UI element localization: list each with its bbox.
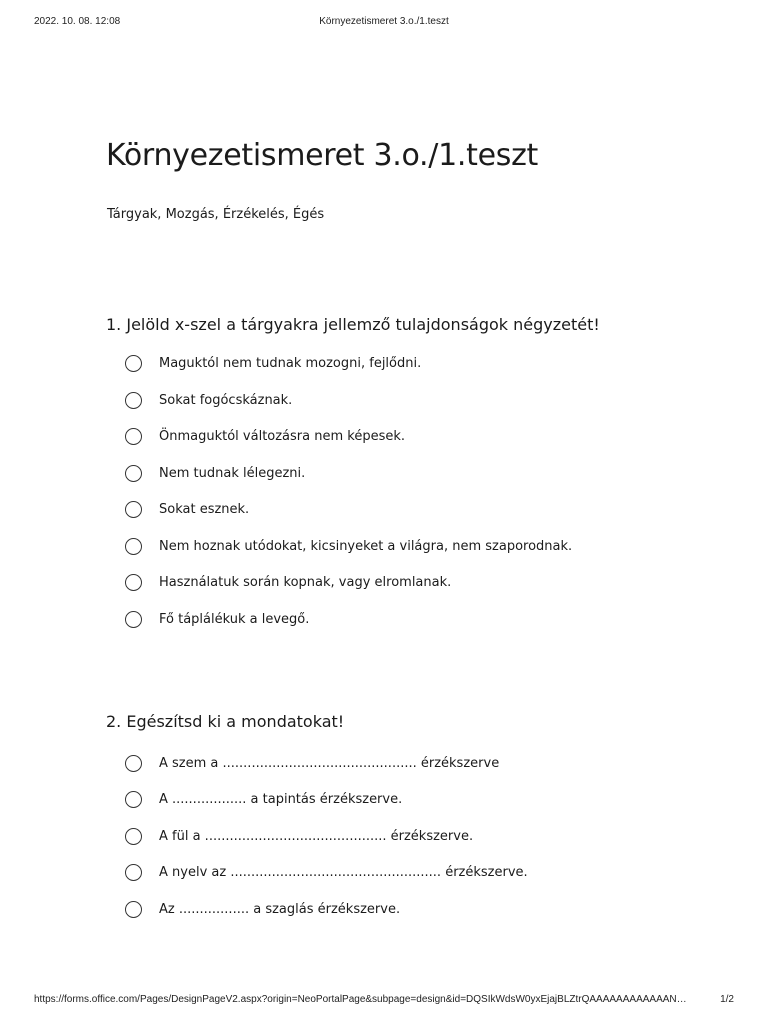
print-page-title: Környezetismeret 3.o./1.teszt <box>319 16 449 27</box>
radio-option[interactable] <box>125 353 685 377</box>
radio-button[interactable] <box>125 355 142 372</box>
print-footer <box>0 994 768 1008</box>
option-label: Fő táplálékuk a levegő. <box>159 612 310 627</box>
question-1 <box>106 313 706 627</box>
option-label: Maguktól nem tudnak mozogni, fejlődni. <box>159 356 422 371</box>
option-label: Használatuk során kopnak, vagy elromlanak. <box>159 575 452 590</box>
radio-button[interactable] <box>125 791 142 808</box>
option-label: Nem hoznak utódokat, kicsinyeket a világra, nem szaporodnak. <box>159 539 573 554</box>
radio-option[interactable] <box>125 426 685 450</box>
radio-option[interactable] <box>125 390 685 414</box>
page-url: https://forms.office.com/Pages/DesignPageV2.aspx?origin=NeoPortalPage&subpage=design&id=DQSIkWdsW0yxEjajBLZtrQAAAAAAAAAAAAN… <box>34 994 687 1005</box>
question-title: 2. Egészítsd ki a mondatokat! <box>106 712 345 731</box>
radio-button[interactable] <box>125 755 142 772</box>
option-label: Sokat fogócskáznak. <box>159 393 293 408</box>
radio-option[interactable] <box>125 572 685 596</box>
option-label: A nyelv az ................................................... érzékszerve. <box>159 865 528 880</box>
radio-option[interactable] <box>125 826 685 850</box>
option-label: A .................. a tapintás érzékszerve. <box>159 792 403 807</box>
radio-button[interactable] <box>125 501 142 518</box>
radio-button[interactable] <box>125 901 142 918</box>
radio-button[interactable] <box>125 538 142 555</box>
radio-button[interactable] <box>125 465 142 482</box>
page-number: 1/2 <box>720 994 734 1005</box>
radio-option[interactable] <box>125 789 685 813</box>
radio-button[interactable] <box>125 392 142 409</box>
radio-option[interactable] <box>125 536 685 560</box>
radio-option[interactable] <box>125 899 685 923</box>
radio-button[interactable] <box>125 611 142 628</box>
option-label: Az ................. a szaglás érzékszerve. <box>159 902 401 917</box>
question-title: 1. Jelöld x-szel a tárgyakra jellemző tulajdonságok négyzetét! <box>106 315 600 334</box>
radio-option[interactable] <box>125 463 685 487</box>
radio-option[interactable] <box>125 609 685 633</box>
radio-button[interactable] <box>125 864 142 881</box>
radio-option[interactable] <box>125 862 685 886</box>
option-label: A szem a ............................................... érzékszerve <box>159 756 500 771</box>
form-subtitle: Tárgyak, Mozgás, Érzékelés, Égés <box>107 207 325 222</box>
option-label: Önmaguktól változásra nem képesek. <box>159 429 406 444</box>
option-label: Nem tudnak lélegezni. <box>159 466 306 481</box>
print-header <box>0 16 768 30</box>
question-2 <box>106 710 706 917</box>
radio-button[interactable] <box>125 828 142 845</box>
radio-option[interactable] <box>125 499 685 523</box>
radio-option[interactable] <box>125 753 685 777</box>
option-label: Sokat esznek. <box>159 502 250 517</box>
form-title: Környezetismeret 3.o./1.teszt <box>106 138 538 173</box>
radio-button[interactable] <box>125 428 142 445</box>
print-date: 2022. 10. 08. 12:08 <box>34 16 121 27</box>
radio-button[interactable] <box>125 574 142 591</box>
option-label: A fül a ............................................ érzékszerve. <box>159 829 474 844</box>
